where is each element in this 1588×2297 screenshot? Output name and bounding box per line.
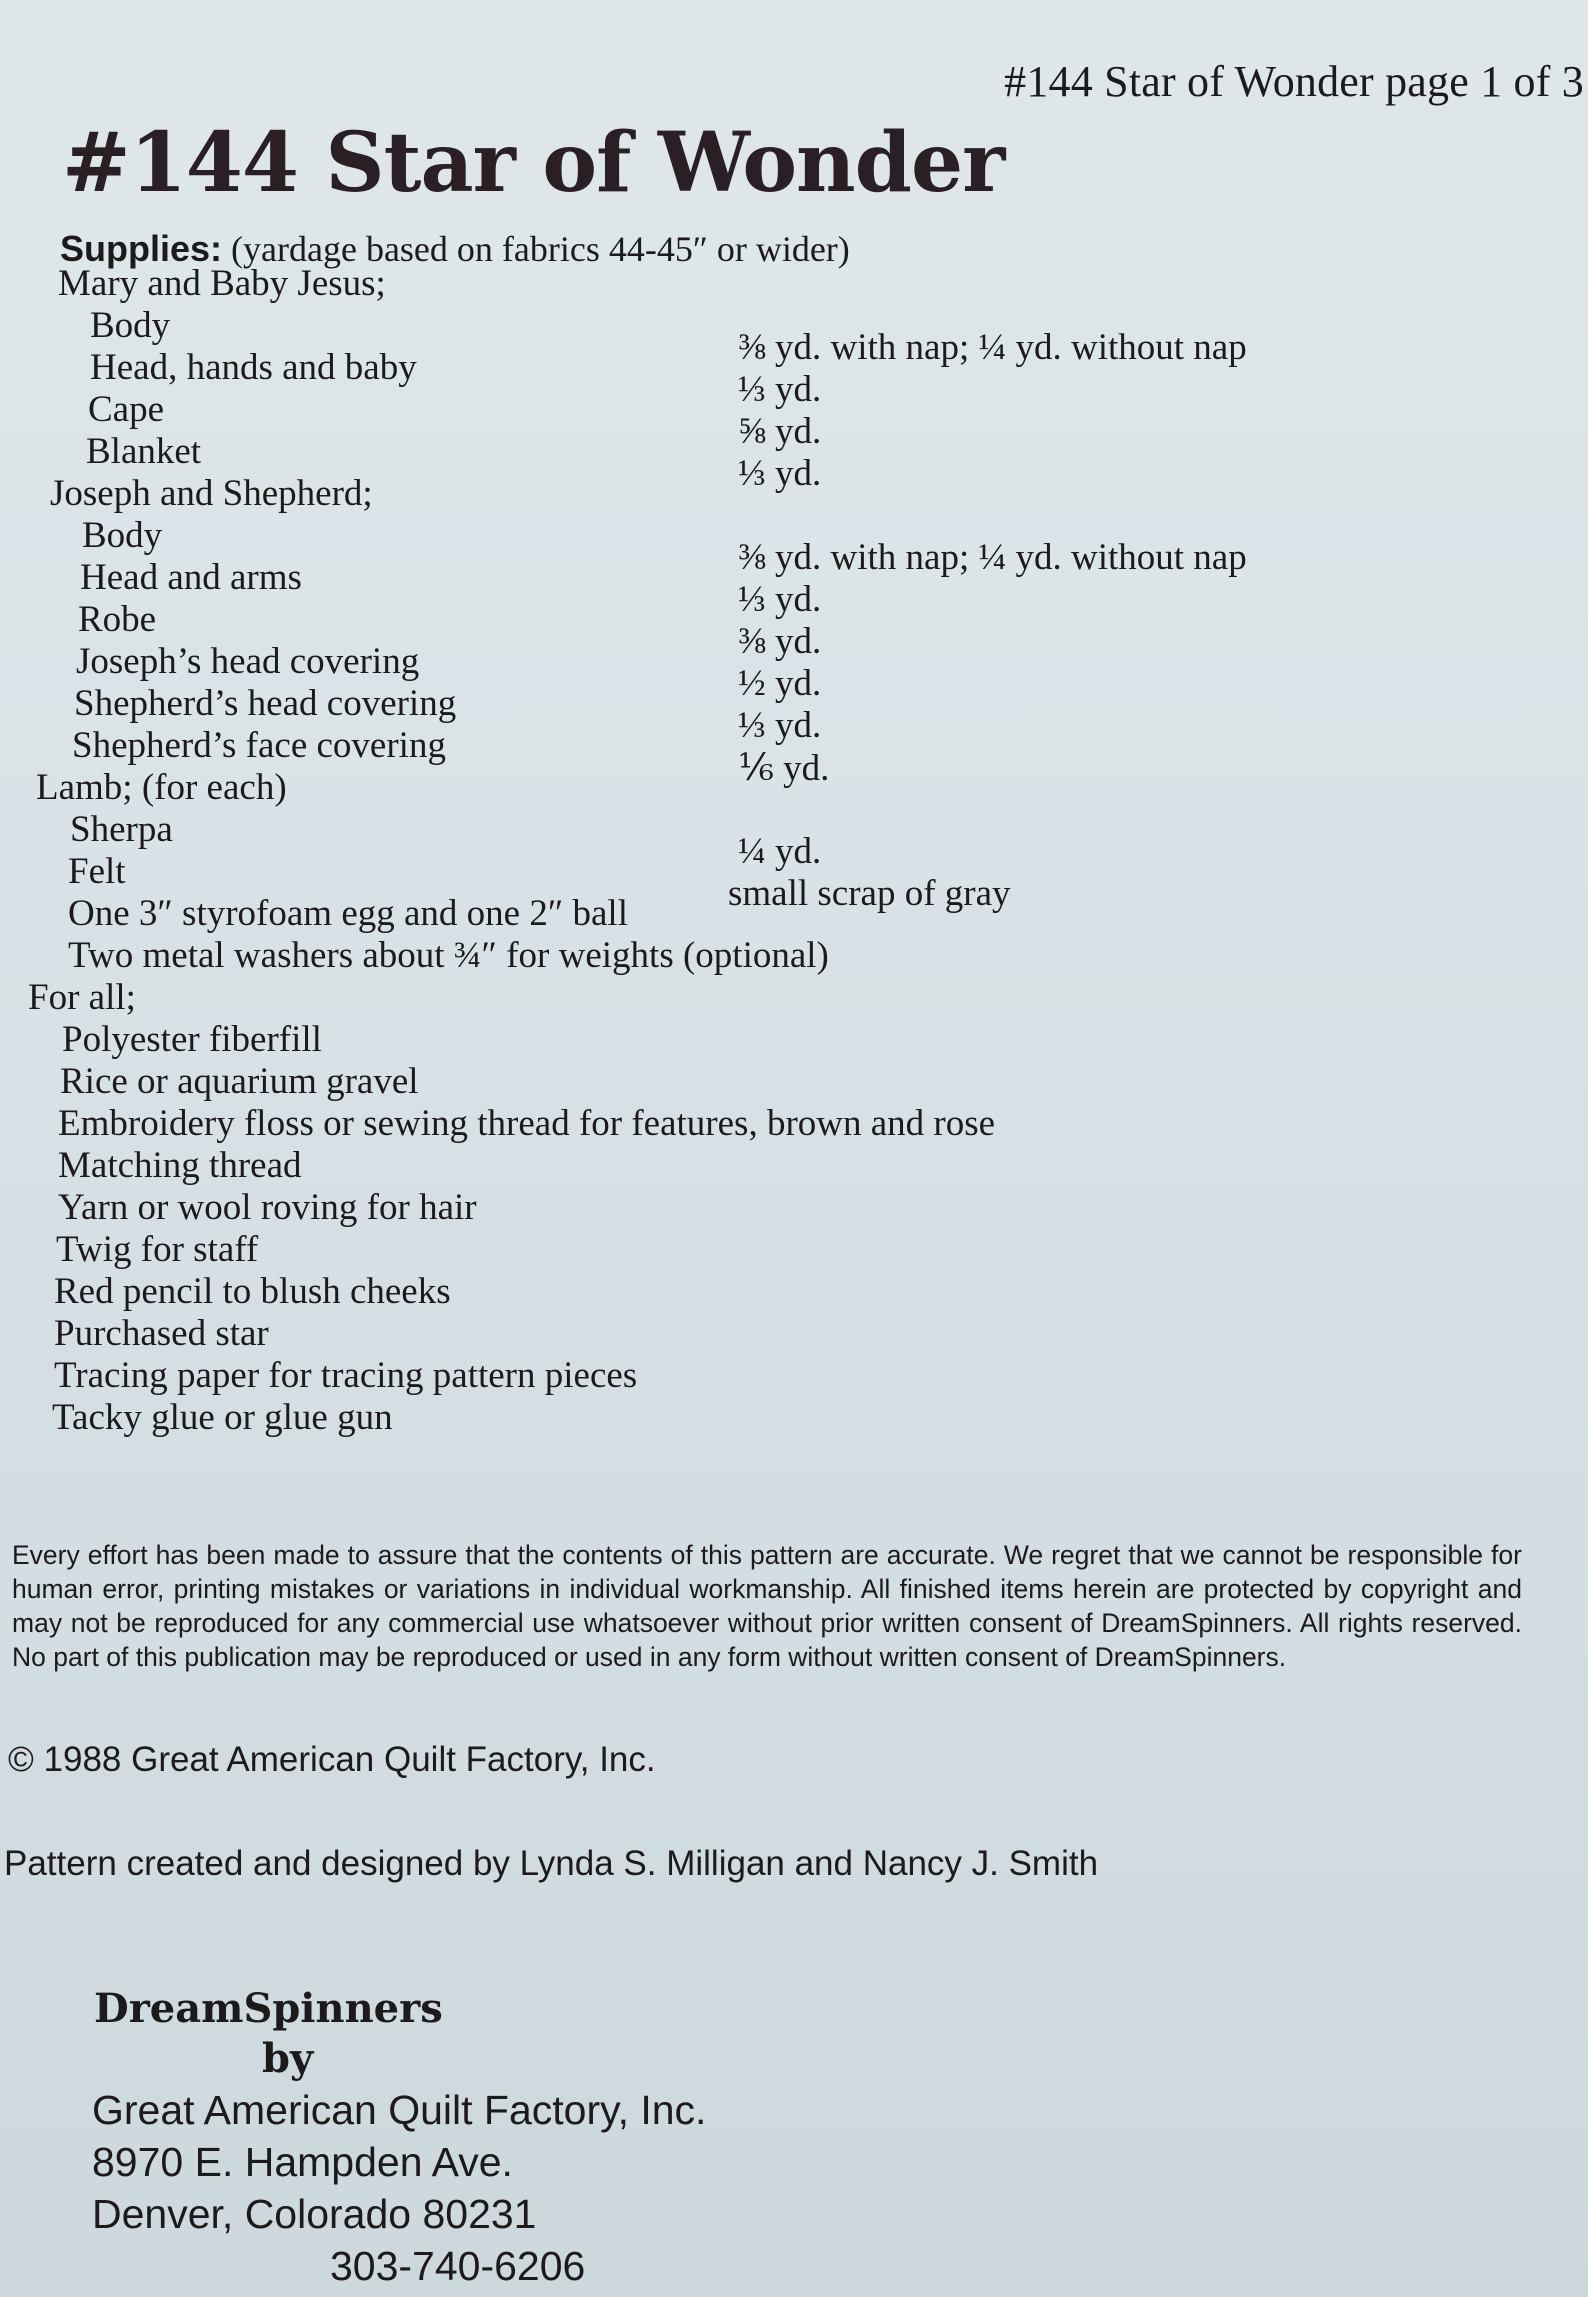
supply-item-label: Body	[82, 515, 163, 556]
disclaimer-text: Every effort has been made to assure that the contents of this pattern are accurate. We regret that we cannot be responsible for human error, printing mistakes or variations in individual workmanship. All finished items herein are protected by copyright and may not be reproduced for any commercial use whatsoever without prior written consent of DreamSpinners. All rights reserved. No part of this publication may be reproduced or used in any form without written consent of DreamSpinners.	[12, 1540, 1522, 1672]
supply-row	[0, 934, 1588, 976]
supply-item-quantity: ¼ yd.	[738, 831, 822, 872]
supplies-label: Supplies:	[60, 228, 223, 269]
supply-item-label: Two metal washers about ¾″ for weights (optional)	[68, 935, 829, 976]
supply-item-label: Joseph’s head covering	[76, 641, 420, 682]
supply-item-label: Robe	[78, 599, 157, 640]
supply-item-quantity: small scrap of gray	[728, 873, 1011, 914]
supplies-note: (yardage based on fabrics 44-45″ or wider)	[231, 229, 850, 269]
supply-row	[0, 976, 1588, 1018]
supply-row	[0, 1270, 1588, 1312]
company-block	[94, 1984, 443, 2084]
address-street: 8970 E. Hampden Ave.	[92, 2139, 513, 2185]
address-phone: 303-740-6206	[330, 2243, 586, 2289]
supply-row	[0, 472, 1588, 514]
supply-item-label: Tacky glue or glue gun	[52, 1397, 393, 1438]
supply-row	[0, 1228, 1588, 1270]
supply-row	[0, 1312, 1588, 1354]
supply-item-quantity: ⅓ yd.	[738, 579, 822, 620]
supply-item-quantity: ⅝ yd.	[738, 411, 822, 452]
supply-item-label: Polyester fiberfill	[62, 1019, 322, 1060]
supply-item-label: Red pencil to blush cheeks	[54, 1271, 451, 1312]
supply-item-label: Sherpa	[70, 809, 173, 850]
supply-item-label: Head, hands and baby	[90, 347, 417, 388]
supply-row	[0, 1354, 1588, 1396]
supply-item-quantity: ½ yd.	[738, 663, 822, 704]
supply-row	[0, 1018, 1588, 1060]
supply-item-quantity: ⅜ yd. with nap; ¼ yd. without nap	[738, 327, 1247, 368]
supply-row	[0, 892, 1588, 934]
copyright-notice: © 1988 Great American Quilt Factory, Inc.	[8, 1740, 656, 1779]
supply-item-label: Purchased star	[54, 1313, 269, 1354]
supply-item-label: Head and arms	[80, 557, 302, 598]
supply-row	[0, 1144, 1588, 1186]
page-number-header: #144 Star of Wonder page 1 of 3	[1004, 57, 1584, 106]
supply-item-quantity: ⅓ yd.	[738, 453, 822, 494]
supply-item-label: For all;	[28, 977, 136, 1018]
supply-item-label: Cape	[88, 389, 165, 430]
supply-item-label: Shepherd’s face covering	[72, 725, 446, 766]
supply-item-label: Yarn or wool roving for hair	[58, 1187, 477, 1228]
address-city: Denver, Colorado 80231	[92, 2191, 537, 2237]
supply-item-label: Twig for staff	[56, 1229, 259, 1270]
page-title: #144 Star of Wonder	[62, 115, 1005, 211]
supply-item-label: Felt	[68, 851, 126, 892]
supply-row	[0, 766, 1588, 808]
company-by: by	[262, 2035, 314, 2082]
supply-item-quantity: ⅓ yd.	[738, 705, 822, 746]
supply-item-label: Joseph and Shepherd;	[50, 473, 373, 514]
supply-item-quantity: ⅜ yd. with nap; ¼ yd. without nap	[738, 537, 1247, 578]
supply-item-label: Rice or aquarium gravel	[60, 1061, 419, 1102]
supply-row	[0, 262, 1588, 304]
supply-item-label: Mary and Baby Jesus;	[58, 263, 386, 304]
address-block	[92, 2084, 706, 2292]
supply-item-label: Shepherd’s head covering	[74, 683, 457, 724]
supply-item-quantity: ⅙ yd.	[738, 748, 830, 789]
supply-row	[0, 1060, 1588, 1102]
supply-item-label: Tracing paper for tracing pattern pieces	[54, 1355, 638, 1396]
supply-item-label: Matching thread	[58, 1145, 302, 1186]
company-name: DreamSpinners	[94, 1985, 443, 2032]
supply-row	[0, 1186, 1588, 1228]
supply-item-label: Lamb; (for each)	[36, 767, 287, 808]
supply-item-label: Body	[90, 305, 171, 346]
supply-item-label: Embroidery floss or sewing thread for features, brown and rose	[58, 1103, 996, 1144]
designer-credit: Pattern created and designed by Lynda S. Milligan and Nancy J. Smith	[4, 1844, 1099, 1883]
supply-item-label: One 3″ styrofoam egg and one 2″ ball	[68, 893, 628, 934]
supply-item-quantity: ⅓ yd.	[738, 369, 822, 410]
supply-row	[0, 1102, 1588, 1144]
supply-item-quantity: ⅜ yd.	[738, 621, 822, 662]
supplies-list	[0, 262, 1588, 1438]
address-company: Great American Quilt Factory, Inc.	[92, 2087, 707, 2133]
supply-row	[0, 1396, 1588, 1438]
supply-item-label: Blanket	[86, 431, 202, 472]
